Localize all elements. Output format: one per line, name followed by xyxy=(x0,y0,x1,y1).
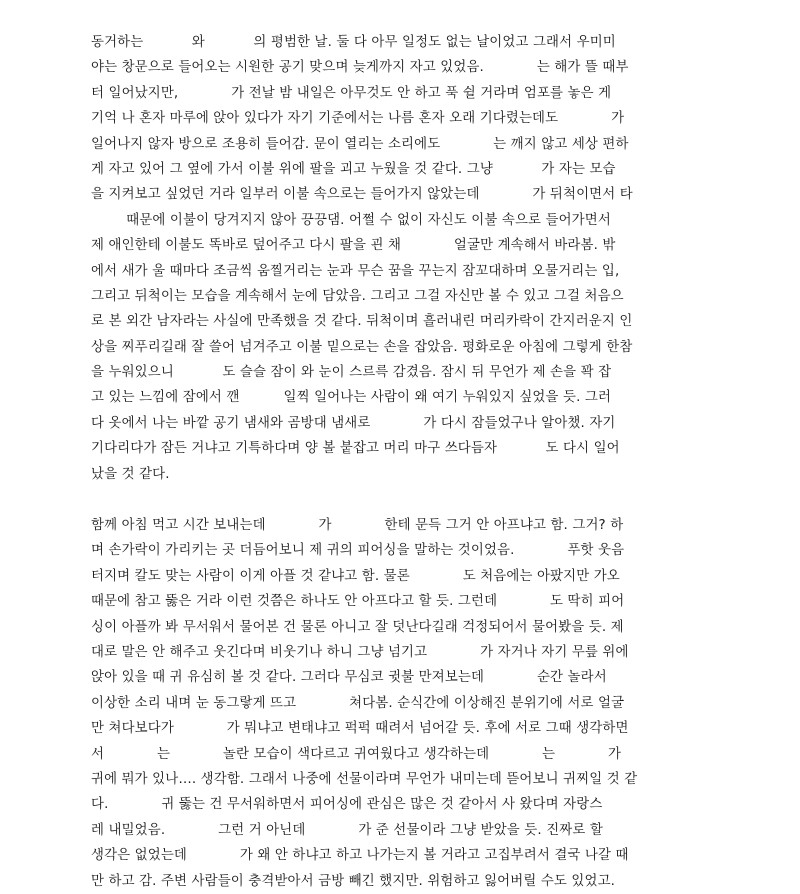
document-page xyxy=(91,30,711,894)
text-line: 게 자고 있어 그 옆에 가서 이불 위에 팔을 괴고 누웠을 것 같다. 그냥 가 자는 모습 xyxy=(91,161,616,177)
text-line: 에서 새가 울 때마다 조금씩 움찔거리는 눈과 무슨 꿈을 꾸는지 잠꼬대하며 오물거리는 입, xyxy=(91,263,620,279)
text-line: 기억 나 혼자 마루에 앉아 있다가 자기 기준에서는 나름 혼자 오래 기다렸는데도 가 xyxy=(91,111,625,127)
text-line: 기다리다가 잠든 거냐고 기특하다며 양 볼 붙잡고 머리 마구 쓰다듬자 도 다시 일어 xyxy=(91,441,620,457)
text-line: 고 있는 느낌에 잠에서 깬 일찍 일어나는 사람이 왜 여기 누워있지 싶었을 듯. 그러 xyxy=(91,390,612,406)
text-line: 함께 아침 먹고 시간 보내는데 가 한테 문득 그거 안 아프냐고 함. 그거? 하 xyxy=(91,518,624,534)
text-line: 을 지켜보고 싶었던 거라 일부러 이불 속으로는 들어가지 않았는데 가 뒤척이면서 타 xyxy=(91,187,633,203)
text-line: 일어나지 않자 방으로 조용히 들어감. 문이 열리는 소리에도 는 깨지 않고 세상 편하 xyxy=(91,136,629,152)
text-line: 동거하는 와 의 평범한 날. 둘 다 아무 일정도 없는 날이었고 그래서 우미미 xyxy=(91,35,616,50)
text-line: 났을 것 같다. xyxy=(91,466,170,482)
text-line: 레 내밀었음. 그런 거 아닌데 가 준 선물이라 그냥 받았을 듯. 진짜로 할 xyxy=(91,822,603,838)
text-line: 야는 창문으로 들어오는 시원한 공기 맞으며 늦게까지 자고 있었음. 는 해가 뜰 때부 xyxy=(91,60,629,76)
text-line: 귀에 뭐가 있나…. 생각함. 그래서 나중에 선물이라며 무언가 내미는데 뜯어보니 귀찌일 것 같 xyxy=(91,771,638,787)
text-line: 만 쳐다보다가 가 뭐냐고 변태냐고 퍽퍽 때려서 넘어갈 듯. 후에 서로 그때 생각하면 xyxy=(91,721,629,737)
text-line: 서 는 놀란 모습이 색다르고 귀여웠다고 생각하는데 는 가 xyxy=(91,746,622,762)
text-line: 대로 말은 안 해주고 웃긴다며 비웃기나 하니 그냥 넘기고 가 자거나 자기 무릎 위에 xyxy=(91,644,629,660)
text-line: 때문에 이불이 당겨지지 않아 끙끙댐. 어쩔 수 없이 자신도 이불 속으로 들어가면서 xyxy=(91,212,611,228)
text-line: 다 옷에서 나는 바깥 공기 냄새와 곰방대 냄새로 가 다시 잠들었구나 알아챘. 자기 xyxy=(91,415,616,431)
paragraph-piercing xyxy=(91,513,711,894)
text-line: 만 하고 감. 주변 사람들이 충격받아서 금방 빼긴 했지만. 위험하고 잃어버릴 수도 있었고. xyxy=(91,873,616,889)
text-line: 터지며 칼도 맞는 사람이 이게 아플 것 같냐고 함. 물론 도 처음에는 아팠지만 가오 xyxy=(91,568,620,584)
text-line: 상을 찌푸리길래 잘 쓸어 넘겨주고 이불 밑으로는 손을 잡았음. 평화로운 아침에 그렇게 한참 xyxy=(91,339,633,355)
text-line: 며 손가락이 가리키는 곳 더듬어보니 제 귀의 피어싱을 말하는 것이었음. 푸핫 웃음 xyxy=(91,543,625,559)
text-line: 로 본 외간 남자라는 사실에 만족했을 것 같다. 뒤척이며 흘러내린 머리카락이 간지러운지 인 xyxy=(91,314,633,330)
text-line: 다. 귀 뚫는 건 무서워하면서 피어싱에 관심은 많은 것 같아서 사 왔다며 자랑스 xyxy=(91,797,603,813)
text-line: 때문에 참고 뚫은 거라 이런 것쯤은 하나도 안 아프다고 할 듯. 그런데 도 딱히 피어 xyxy=(91,594,625,610)
paragraph-morning xyxy=(91,30,711,487)
text-line: 싱이 아플까 봐 무서워서 물어본 건 물론 아니고 잘 덧난다길래 걱정되어서 물어봤을 듯. 제 xyxy=(91,619,624,635)
text-line: 이상한 소리 내며 눈 동그랗게 뜨고 쳐다봄. 순식간에 이상해진 분위기에 서로 얼굴 xyxy=(91,695,625,711)
text-line: 앉아 있을 때 귀 유심히 볼 것 같다. 그러다 무심코 귓불 만져보는데 순간 놀라서 xyxy=(91,670,607,686)
text-line: 생각은 없었는데 가 왜 안 하냐고 하고 나가는지 볼 거라고 고집부려서 결국 나갈 때 xyxy=(91,848,629,864)
text-line: 제 애인한테 이불도 똑바로 덮어주고 다시 팔을 괸 채 얼굴만 계속해서 바라봄. 밖 xyxy=(91,238,616,254)
text-line: 터 일어났지만, 가 전날 밤 내일은 아무것도 안 하고 푹 쉴 거라며 엄포를 놓은 게 xyxy=(91,85,612,101)
text-line: 그리고 뒤척이는 모습을 계속해서 눈에 담았음. 그리고 그걸 자신만 볼 수 있고 그걸 처음으 xyxy=(91,288,624,304)
paragraph-gap xyxy=(91,487,711,513)
text-line: 을 누워있으니 도 슬슬 잠이 와 눈이 스르륵 감겼음. 잠시 뒤 무언가 제 손을 꽉 잡 xyxy=(91,365,612,381)
